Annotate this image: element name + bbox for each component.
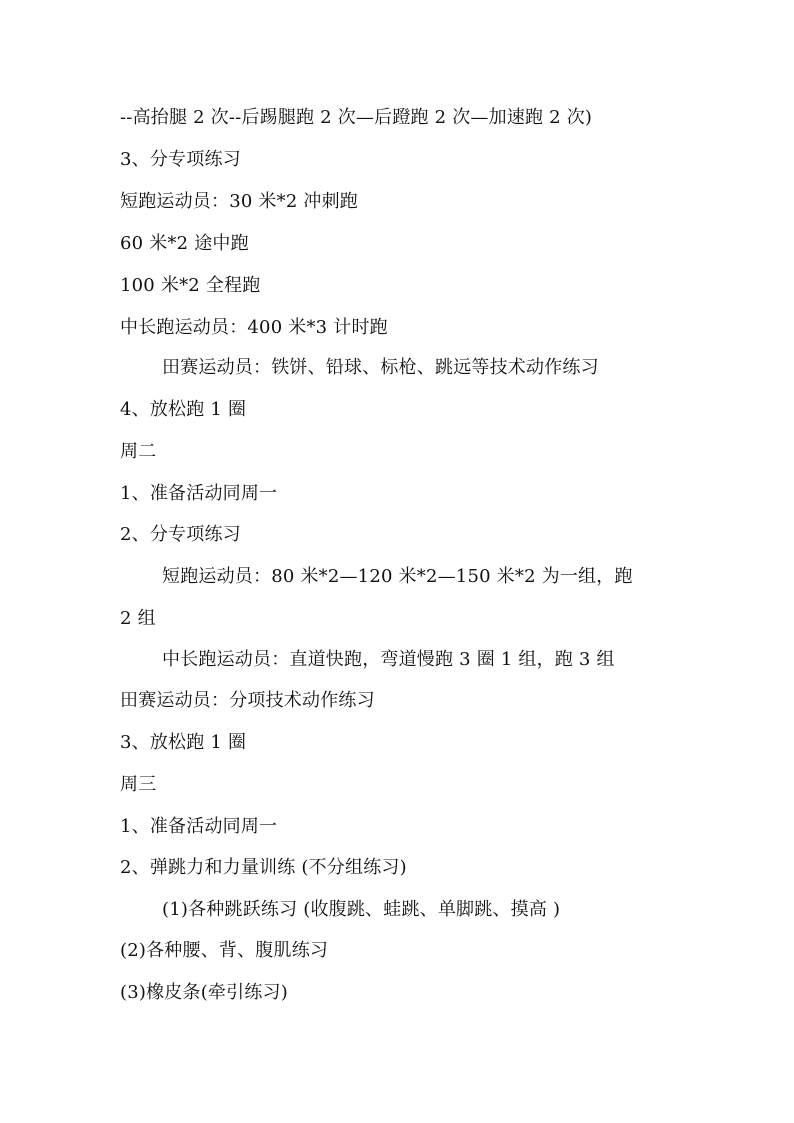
text-line-rubber-band-practice: (3)橡皮条(牵引练习) [120,982,288,1003]
text-line-sprint-100m: 100 米*2 全程跑 [120,275,261,296]
text-line-sprint-group: 短跑运动员：80 米*2—120 米*2—150 米*2 为一组，跑 [162,566,633,587]
text-line-middle-distance-tuesday: 中长跑运动员：直道快跑，弯道慢跑 3 圈 1 组，跑 3 组 [162,649,615,670]
text-line-warmup-wednesday: 1、准备活动同周一 [120,816,278,837]
text-line-cooldown-tuesday: 3、放松跑 1 圈 [120,732,247,753]
text-line-middle-distance: 中长跑运动员：400 米*3 计时跑 [120,317,388,338]
text-line-jumping-practice: (1)各种跳跃练习 (收腹跳、蛙跳、单脚跳、摸高 ) [162,899,561,920]
text-line-field-events: 田赛运动员：铁饼、铅球、标枪、跳远等技术动作练习 [162,357,599,378]
text-line-1: --高抬腿 2 次--后踢腿跑 2 次—后蹬跑 2 次—加速跑 2 次) [120,107,593,128]
section-heading-3: 3、分专项练习 [120,149,241,170]
text-line-strength-training: 2、弹跳力和力量训练 (不分组练习) [120,857,407,878]
text-line-warmup-tuesday: 1、准备活动同周一 [120,483,278,504]
text-line-core-practice: (2)各种腰、背、腹肌练习 [120,940,329,961]
text-line-field-events-tuesday: 田赛运动员：分项技术动作练习 [120,690,375,711]
day-heading-wednesday: 周三 [120,774,157,795]
text-line-special-practice-tuesday: 2、分专项练习 [120,524,241,545]
section-heading-4: 4、放松跑 1 圈 [120,399,247,420]
text-line-sprint-group-continued: 2 组 [120,608,156,629]
text-line-sprint-30m: 短跑运动员：30 米*2 冲刺跑 [120,191,358,212]
day-heading-tuesday: 周二 [120,441,157,462]
text-line-sprint-60m: 60 米*2 途中跑 [120,233,249,254]
